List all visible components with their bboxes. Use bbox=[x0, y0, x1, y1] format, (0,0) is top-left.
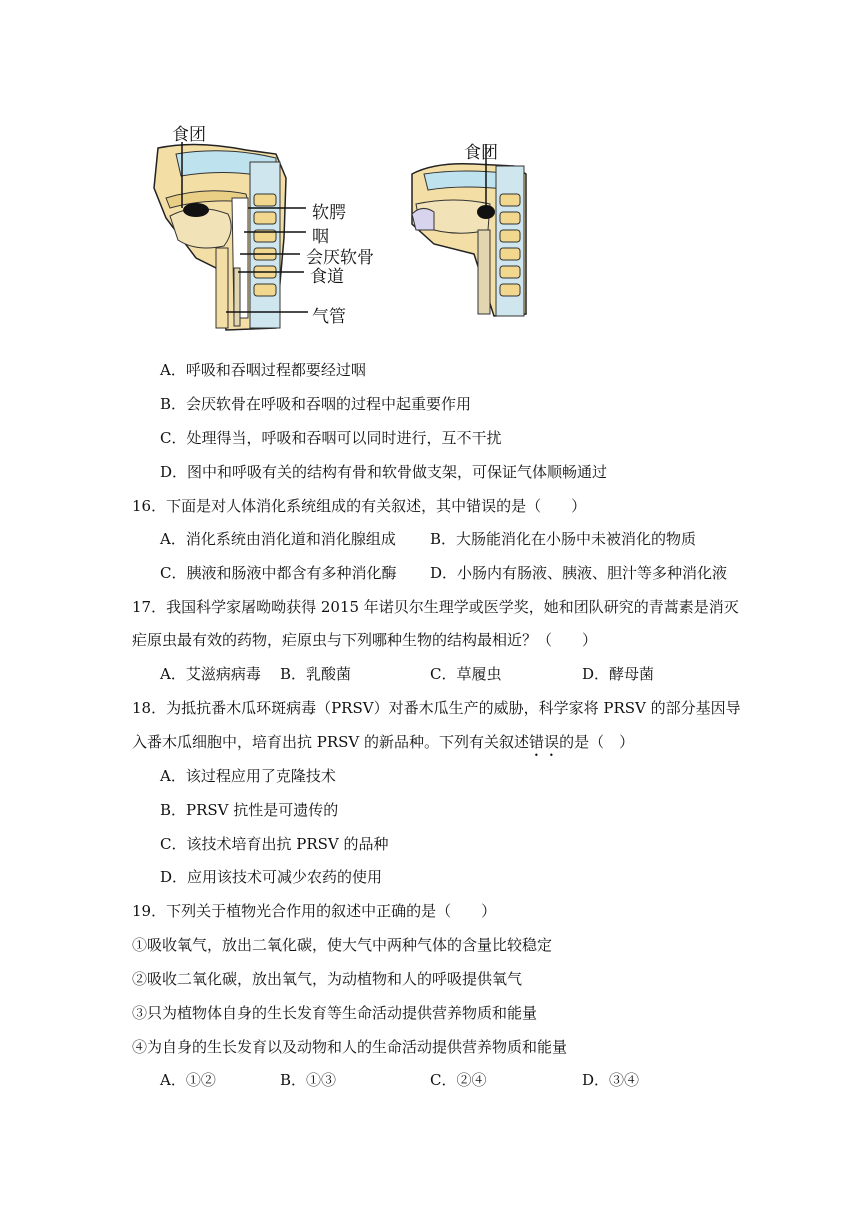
soft-palate-label: 软腭 bbox=[312, 203, 346, 223]
epiglottis-label: 会厌软骨 bbox=[306, 248, 374, 268]
q15-option-d: D．图中和呼吸有关的结构有骨和软骨做支架，可保证气体顺畅通过 bbox=[160, 463, 608, 481]
food-bolus-label-left: 食团 bbox=[172, 125, 206, 145]
q18-stem-line1: 18．为抵抗番木瓜环斑病毒（PRSV）对番木瓜生产的威胁，科学家将 PRSV 的部分基因导 bbox=[132, 699, 741, 717]
q19-statement-2: ②吸收二氧化碳，放出氧气，为动植物和人的呼吸提供氧气 bbox=[132, 970, 523, 988]
q18-emphasis-wrong: 错误 bbox=[529, 733, 560, 751]
q17-option-c: C．草履虫 bbox=[430, 665, 502, 683]
trachea-label: 气管 bbox=[312, 307, 346, 327]
esophagus-label: 食道 bbox=[310, 267, 344, 287]
swallowing-anatomy-figure bbox=[136, 118, 566, 338]
q19-option-a: A．①② bbox=[160, 1071, 216, 1089]
q17-stem-line1: 17．我国科学家屠呦呦获得 2015 年诺贝尔生理学或医学奖，她和团队研究的青蒿素是消灭 bbox=[132, 598, 739, 616]
food-bolus-label-right: 食团 bbox=[464, 143, 498, 163]
q15-option-c: C．处理得当，呼吸和吞咽可以同时进行，互不干扰 bbox=[160, 429, 502, 447]
q19-statement-4: ④为自身的生长发育以及动物和人的生命活动提供营养物质和能量 bbox=[132, 1038, 568, 1056]
q19-stem: 19．下列关于植物光合作用的叙述中正确的是（ ） bbox=[132, 902, 497, 920]
q19-option-d: D．③④ bbox=[582, 1071, 640, 1089]
q16-option-c: C．胰液和肠液中都含有多种消化酶 bbox=[160, 564, 397, 582]
q16-option-d: D．小肠内有肠液、胰液、胆汁等多种消化液 bbox=[430, 564, 728, 582]
q18-stem-line2-pre: 入番木瓜细胞中，培育出抗 PRSV 的新品种。下列有关叙述 bbox=[132, 733, 530, 751]
q15-option-b: B．会厌软骨在呼吸和吞咽的过程中起重要作用 bbox=[160, 395, 472, 413]
pharynx-label: 咽 bbox=[312, 227, 329, 247]
q16-option-b: B．大肠能消化在小肠中未被消化的物质 bbox=[430, 530, 697, 548]
q18-option-b: B．PRSV 抗性是可遗传的 bbox=[160, 801, 339, 819]
q16-option-a: A．消化系统由消化道和消化腺组成 bbox=[160, 530, 396, 548]
q19-statement-3: ③只为植物体自身的生长发育等生命活动提供营养物质和能量 bbox=[132, 1004, 538, 1022]
q16-stem: 16．下面是对人体消化系统组成的有关叙述，其中错误的是（ ） bbox=[132, 497, 587, 515]
anatomy-diagram-left bbox=[136, 118, 386, 338]
q19-option-b: B．①③ bbox=[280, 1071, 337, 1089]
q17-option-d: D．酵母菌 bbox=[582, 665, 655, 683]
q17-option-b: B．乳酸菌 bbox=[280, 665, 352, 683]
q19-statement-1: ①吸收氧气，放出二氧化碳，使大气中两种气体的含量比较稳定 bbox=[132, 936, 553, 954]
q18-option-c: C．该技术培育出抗 PRSV 的品种 bbox=[160, 835, 389, 853]
q17-stem-line2: 疟原虫最有效的药物，疟原虫与下列哪种生物的结构最相近？（ ） bbox=[132, 631, 598, 649]
anatomy-diagram-right bbox=[394, 134, 564, 334]
q19-option-c: C．②④ bbox=[430, 1071, 487, 1089]
q18-option-d: D．应用该技术可减少农药的使用 bbox=[160, 868, 383, 886]
q18-option-a: A．该过程应用了克隆技术 bbox=[160, 767, 336, 785]
q17-option-a: A．艾滋病病毒 bbox=[160, 665, 261, 683]
q18-stem-line2-post: 的是（ ） bbox=[559, 733, 635, 751]
q18-stem-line2 bbox=[132, 732, 634, 760]
q15-option-a: A．呼吸和吞咽过程都要经过咽 bbox=[160, 361, 366, 379]
